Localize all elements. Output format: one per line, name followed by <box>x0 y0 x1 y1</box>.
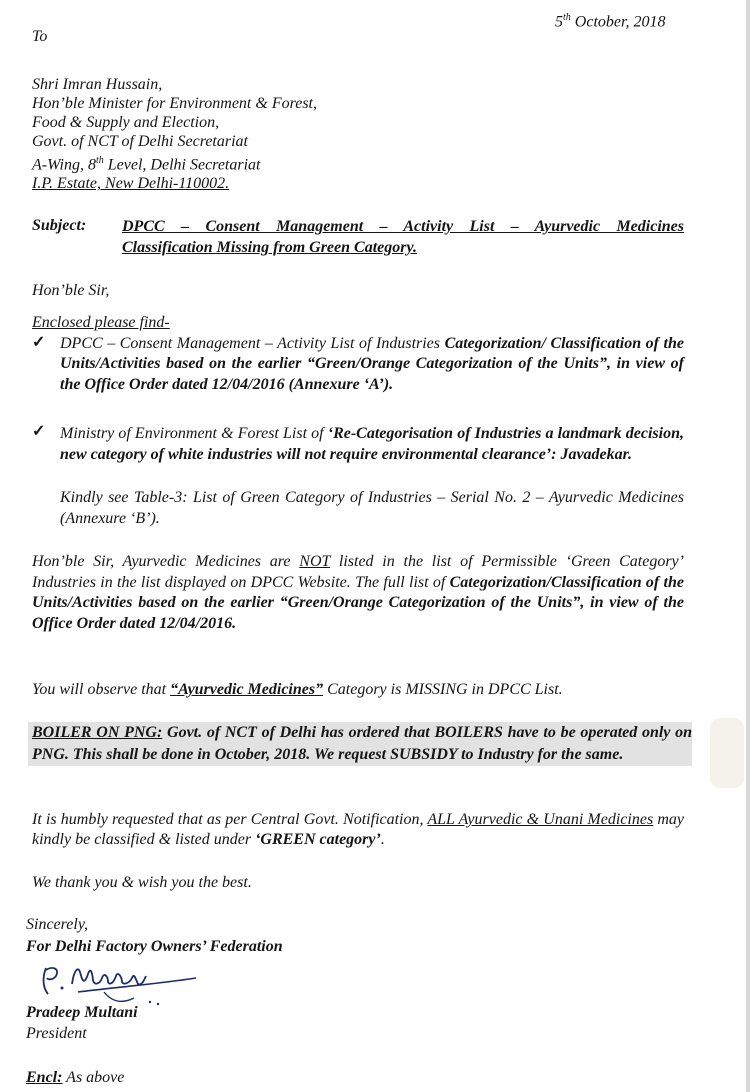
closing-organisation: For Delhi Factory Owners’ Federation <box>26 938 283 955</box>
checkmark-icon: ✓ <box>32 334 46 351</box>
scan-edge <box>746 0 750 1092</box>
paragraph-missing: You will observe that “Ayurvedic Medicines” Category is MISSING in DPCC List. <box>32 681 563 698</box>
enclosure-item-2-note: Kindly see Table-3: List of Green Category of Industries – Serial No. 2 – Ayurvedic Medicines (Annexure ‘B’). <box>60 489 684 527</box>
recipient-wing: A-Wing, 8th Level, Delhi Secretariat <box>32 155 261 174</box>
enclosure-item-2: Ministry of Environment & Forest List of ‘Re-Categorisation of Industries a landmark decision, new category of white industries will not require environmental clearance’: Javadekar. <box>60 425 684 463</box>
scan-stain <box>710 718 744 788</box>
recipient-govt: Govt. of NCT of Delhi Secretariat <box>32 133 248 150</box>
signatory-name: Pradeep Multani <box>26 1004 138 1021</box>
letter-date: 5th October, 2018 <box>555 12 666 31</box>
closing-sincerely: Sincerely, <box>26 916 89 933</box>
handwritten-signature <box>38 958 208 1006</box>
subject-label: Subject: <box>32 217 87 234</box>
thanks-line: We thank you & wish you the best. <box>32 874 252 891</box>
recipient-name: Shri Imran Hussain, <box>32 76 163 93</box>
enclosure-note: Encl: As above <box>26 1069 125 1086</box>
recipient-address <box>32 75 317 193</box>
recipient-title-2: Food & Supply and Election, <box>32 114 220 131</box>
subject-line-2: Classification Missing from Green Category. <box>122 239 417 256</box>
recipient-title: Hon’ble Minister for Environment & Forest, <box>32 95 317 112</box>
boiler-notice: BOILER ON PNG: Govt. of NCT of Delhi has ordered that BOILERS have to be operated only on PNG. This shall be done in October, 2018. We request SUBSIDY to Industry for the same. <box>28 722 692 766</box>
enclosed-heading: Enclosed please find- <box>32 314 170 331</box>
recipient-city: I.P. Estate, New Delhi-110002. <box>32 175 230 193</box>
paragraph-request: It is humbly requested that as per Central Govt. Notification, ALL Ayurvedic & Unani Medicines may kindly be classified & listed under ‘GREEN category’. <box>32 811 685 848</box>
signatory-title: President <box>26 1025 87 1042</box>
paragraph-not-listed: Hon’ble Sir, Ayurvedic Medicines are NOT listed in the list of Permissible ‘Green Category’ Industries in the list displayed on DPCC Website. The full list of Categorization/Classification of the Units/Activities based on the earlier “Green/Orange Categorization of the Units”, in view of the Office Order dated 12/04/2016. <box>32 553 684 632</box>
subject-line-1: DPCC – Consent Management – Activity List – Ayurvedic Medicines <box>122 218 684 235</box>
enclosure-item-1: DPCC – Consent Management – Activity List of Industries Categorization/ Classification of the Units/Activities based on the earlier “Green/Orange Categorization of the Units”, in view of the Office Order dated 12/04/2016 (Annexure ‘A’). <box>60 335 684 393</box>
checkmark-icon: ✓ <box>32 423 46 440</box>
salutation-to: To <box>32 28 48 45</box>
greeting: Hon’ble Sir, <box>32 282 110 299</box>
